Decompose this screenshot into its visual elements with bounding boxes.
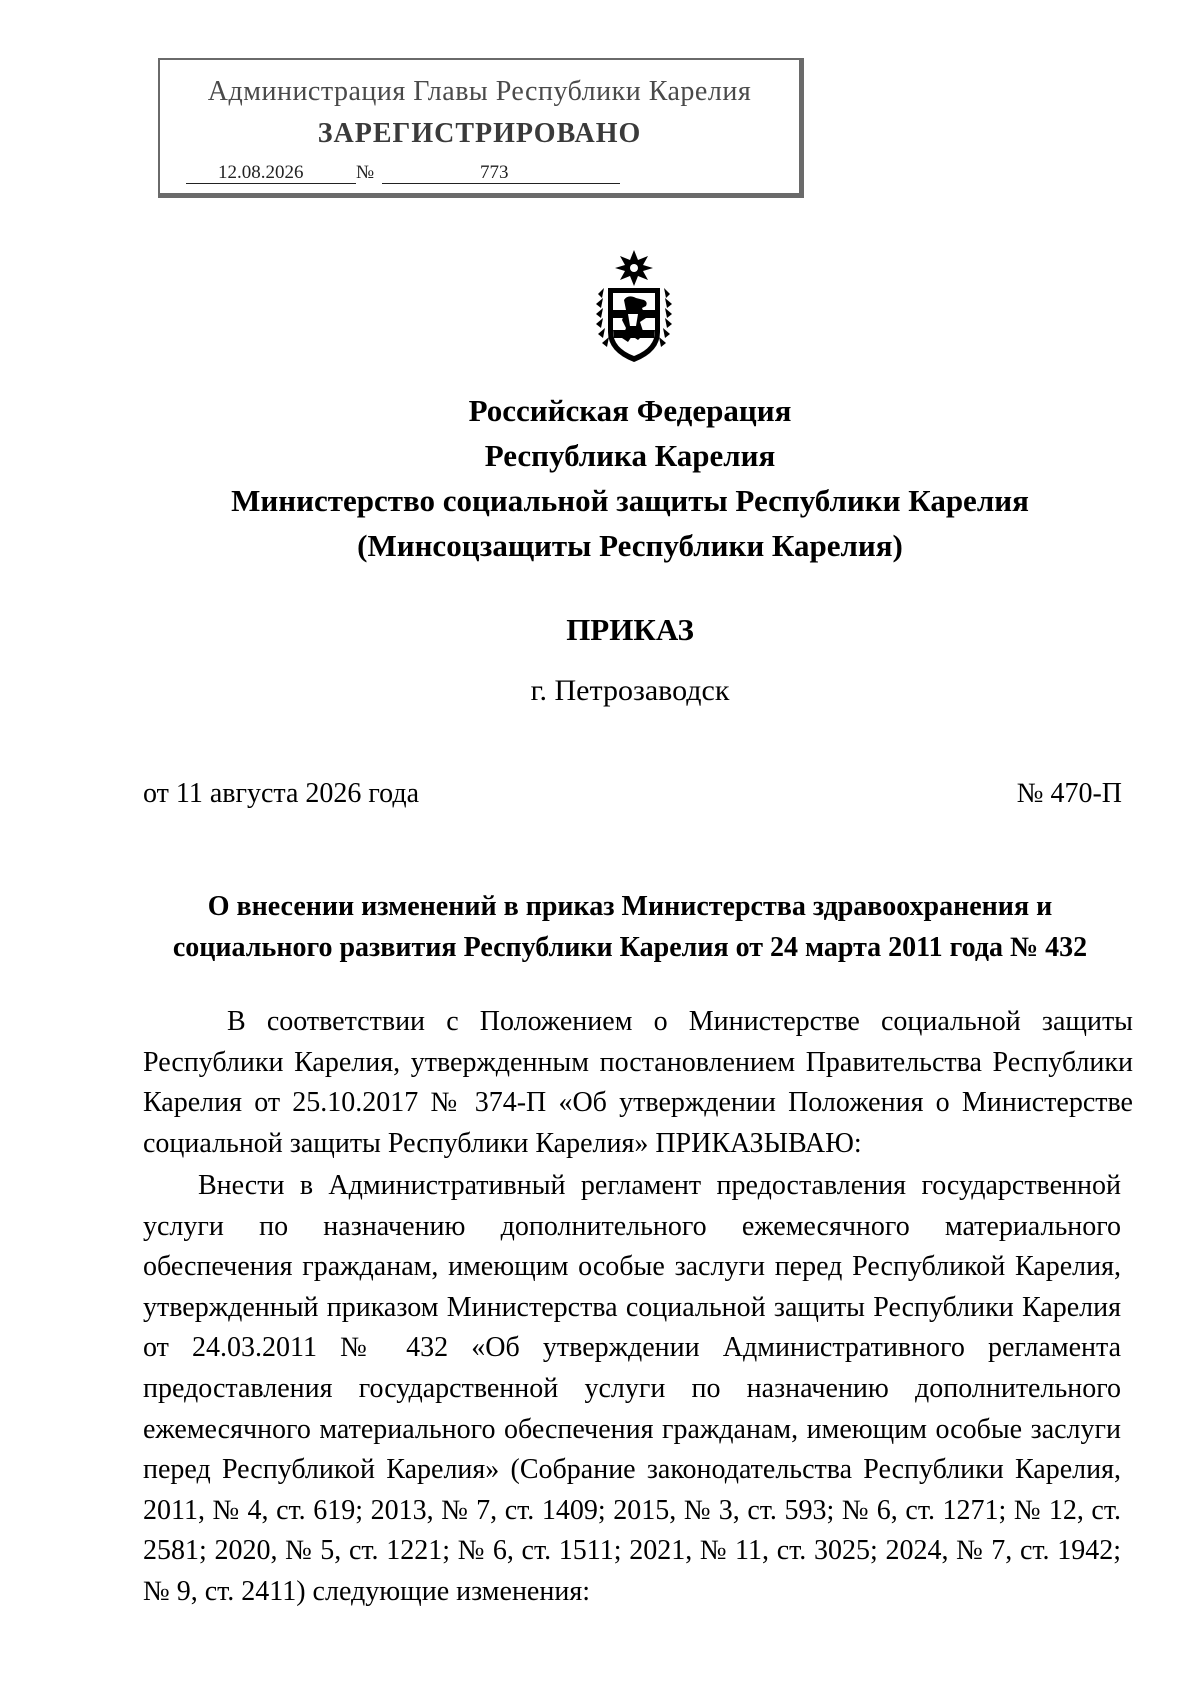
body-paragraph-2: Внести в Административный регламент предоставления государственной услуги по назначению дополнительного ежемесячного материального обеспечения гражданам, имеющим особые заслуги перед Республикой Карелия, утвержденный приказом Министерства социальной защиты Республики Карелия от 24.03.2011 № 432 «Об утверждении Административного регламента предоставления государственной услуги по назначению дополнительного ежемесячного материального обеспечения гражданам, имеющим особые заслуги перед Республикой Карелия» (Собрание законодательства Республики Карелия, 2011, № 4, ст. 619; 2013, № 7, ст. 1409; 2015, № 3, ст. 593; № 6, ст. 1271; № 12, ст. 2581; 2020, № 5, ст. 1221; № 6, ст. 1511; 2021, № 11, ст. 3025; 2024, № 7, ст. 1942; № 9, ст. 2411) следующие изменения: bbox=[143, 1170, 1121, 1607]
stamp-number-sign: № bbox=[356, 162, 375, 183]
document-city: г. Петрозаводск bbox=[530, 674, 730, 707]
registration-stamp bbox=[158, 58, 804, 198]
order-subject-line-1: О внесении изменений в приказ Министерства здравоохранения и bbox=[207, 891, 1053, 922]
stamp-date: 12.08.2026 bbox=[186, 162, 356, 184]
header-ministry-short: (Минсоцзащиты Республики Карелия) bbox=[357, 528, 903, 563]
stamp-status: ЗАРЕГИСТРИРОВАНО bbox=[317, 118, 642, 149]
header-country: Российская Федерация bbox=[468, 393, 792, 428]
order-date: от 11 августа 2026 года bbox=[143, 778, 420, 809]
karelia-coat-of-arms-icon bbox=[588, 248, 680, 366]
stamp-number: 773 bbox=[382, 162, 620, 184]
header-ministry: Министерство социальной защиты Республики Карелия bbox=[231, 483, 1029, 518]
order-number: № 470-П bbox=[1016, 778, 1122, 809]
stamp-organization: Администрация Главы Республики Карелия bbox=[207, 76, 752, 107]
body-paragraph-1: В соответствии с Положением о Министерстве социальной защиты Республики Карелия, утвержденным постановлением Правительства Республики Карелия от 25.10.2017 № 374-П «Об утверждении Положения о Министерстве социальной защиты Республики Карелия» ПРИКАЗЫВАЮ: bbox=[143, 1006, 1133, 1159]
order-subject-line-2: социального развития Республики Карелия от 24 марта 2011 года № 432 bbox=[172, 932, 1088, 963]
document-type: ПРИКАЗ bbox=[566, 612, 694, 647]
header-region: Республика Карелия bbox=[484, 438, 776, 473]
